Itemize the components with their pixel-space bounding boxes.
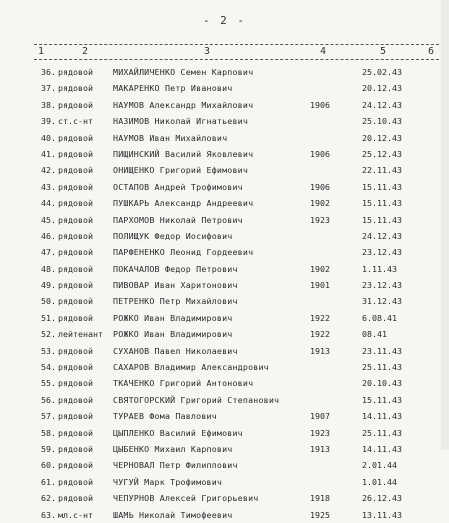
header-top-rule	[34, 44, 444, 45]
name-cell: ПАРХОМОВ Николай Петрович	[113, 214, 243, 225]
date-cell: 23.12.43	[362, 280, 402, 291]
year-cell: 1906	[310, 99, 330, 110]
rank-cell: рядовой	[58, 362, 93, 373]
rank-cell: рядовой	[58, 280, 93, 291]
row-number: 43.	[41, 181, 56, 192]
row-number: 53.	[41, 345, 56, 356]
date-cell: 24.12.43	[362, 99, 402, 110]
header-bottom-rule	[34, 59, 444, 60]
row-number: 39.	[41, 116, 56, 127]
row-number: 45.	[41, 214, 56, 225]
rank-cell: рядовой	[58, 411, 93, 422]
rank-cell: рядовой	[58, 132, 93, 143]
name-cell: ОНИЩЕНКО Григорий Ефимович	[113, 165, 249, 176]
rank-cell: рядовой	[58, 165, 93, 176]
row-number: 50.	[41, 296, 56, 307]
column-header-row	[34, 46, 444, 60]
table-row	[0, 293, 449, 309]
rank-cell: рядовой	[58, 345, 93, 356]
date-cell: 14.11.43	[362, 443, 402, 454]
row-number: 38.	[41, 99, 56, 110]
table-row	[0, 80, 449, 96]
table-row	[0, 310, 449, 326]
table-row	[0, 375, 449, 391]
table-row	[0, 343, 449, 359]
rank-cell: рядовой	[58, 263, 93, 274]
name-cell: СВЯТОГОРСКИЙ Григорий Степанович	[113, 394, 280, 405]
rank-cell: рядовой	[58, 493, 93, 504]
column-header-2: 2	[82, 46, 89, 57]
rank-cell: рядовой	[58, 427, 93, 438]
table-row	[0, 277, 449, 293]
rank-cell: рядовой	[58, 394, 93, 405]
row-number: 59.	[41, 443, 56, 454]
year-cell: 1923	[310, 427, 330, 438]
rank-cell: рядовой	[58, 83, 93, 94]
rank-cell: рядовой	[58, 148, 93, 159]
rank-cell: рядовой	[58, 181, 93, 192]
name-cell: ПЕТРЕНКО Петр Михайлович	[113, 296, 238, 307]
table-row	[0, 179, 449, 195]
rank-cell: рядовой	[58, 378, 93, 389]
table-row	[0, 162, 449, 178]
date-cell: 25.10.43	[362, 116, 402, 127]
page-number: - 2 -	[202, 14, 247, 27]
name-cell: ЦЫПЛЕНКО Василий Ефимович	[113, 427, 243, 438]
table-row	[0, 457, 449, 473]
date-cell: 20.10.43	[362, 378, 402, 389]
column-header-6: 6	[428, 46, 435, 57]
date-cell: 2.01.44	[362, 460, 397, 471]
name-cell: ТКАЧЕНКО Григорий Антонович	[113, 378, 254, 389]
rank-cell: рядовой	[58, 443, 93, 454]
table-row	[0, 359, 449, 375]
name-cell: ПУШКАРЬ Александр Андреевич	[113, 198, 254, 209]
rank-cell: рядовой	[58, 296, 93, 307]
column-header-5: 5	[380, 46, 387, 57]
table-row	[0, 392, 449, 408]
rank-cell: мл.с-нт	[58, 509, 93, 520]
row-number: 56.	[41, 394, 56, 405]
date-cell: 13.11.43	[362, 509, 402, 520]
name-cell: ПИВОВАР Иван Харитонович	[113, 280, 238, 291]
table-row	[0, 113, 449, 129]
row-number: 63.	[41, 509, 56, 520]
table-row	[0, 490, 449, 506]
year-cell: 1918	[310, 493, 330, 504]
table-row	[0, 507, 449, 523]
year-cell: 1902	[310, 263, 330, 274]
name-cell: НАУМОВ Иван Михайлович	[113, 132, 228, 143]
year-cell: 1907	[310, 411, 330, 422]
name-cell: НАЗИМОВ Николай Игнатьевич	[113, 116, 249, 127]
column-header-1: 1	[38, 46, 45, 57]
row-number: 44.	[41, 198, 56, 209]
year-cell: 1901	[310, 280, 330, 291]
year-cell: 1925	[310, 509, 330, 520]
date-cell: 23.12.43	[362, 247, 402, 258]
rank-cell: рядовой	[58, 247, 93, 258]
row-number: 46.	[41, 230, 56, 241]
date-cell: 25.11.43	[362, 427, 402, 438]
year-cell: 1923	[310, 214, 330, 225]
table-row	[0, 425, 449, 441]
row-number: 62.	[41, 493, 56, 504]
name-cell: ПИЩИНСКИЙ Василий Яковлевич	[113, 148, 254, 159]
row-number: 55.	[41, 378, 56, 389]
row-number: 47.	[41, 247, 56, 258]
table-row	[0, 326, 449, 342]
name-cell: ЧЕРНОВАЛ Петр Филиппович	[113, 460, 238, 471]
row-number: 36.	[41, 67, 56, 77]
name-cell: ЦЫБЕНКО Михаил Карпович	[113, 443, 233, 454]
name-cell: САХАРОВ Владимир Александрович	[113, 362, 269, 373]
row-number: 57.	[41, 411, 56, 422]
date-cell: 08.41	[362, 329, 387, 340]
row-number: 40.	[41, 132, 56, 143]
name-cell: РОЖКО Иван Владимирович	[113, 329, 233, 340]
year-cell: 1913	[310, 345, 330, 356]
rank-cell: рядовой	[58, 99, 93, 110]
year-cell: 1906	[310, 148, 330, 159]
row-number: 51.	[41, 312, 56, 323]
rank-cell: рядовой	[58, 460, 93, 471]
table-row	[0, 228, 449, 244]
row-number: 61.	[41, 476, 56, 487]
date-cell: 26.12.43	[362, 493, 402, 504]
date-cell: 15.11.43	[362, 198, 402, 209]
table-row	[0, 474, 449, 490]
rank-cell: рядовой	[58, 230, 93, 241]
table-row	[0, 64, 449, 80]
row-number: 48.	[41, 263, 56, 274]
table-row	[0, 441, 449, 457]
year-cell: 1913	[310, 443, 330, 454]
date-cell: 15.11.43	[362, 181, 402, 192]
name-cell: ЧУГУЙ Марк Трофимович	[113, 476, 223, 487]
date-cell: 23.11.43	[362, 345, 402, 356]
row-number: 60.	[41, 460, 56, 471]
row-number: 52.	[41, 329, 56, 340]
rank-cell: рядовой	[58, 312, 93, 323]
column-header-4: 4	[320, 46, 327, 57]
rank-cell: лейтенант	[58, 329, 103, 340]
date-cell: 25.11.43	[362, 362, 402, 373]
row-number: 41.	[41, 148, 56, 159]
name-cell: ТУРАЕВ Фома Павлович	[113, 411, 217, 422]
date-cell: 14.11.43	[362, 411, 402, 422]
date-cell: 20.12.43	[362, 83, 402, 94]
date-cell: 25.02.43	[362, 67, 402, 77]
name-cell: МАКАРЕНКО Петр Иванович	[113, 83, 233, 94]
row-number: 42.	[41, 165, 56, 176]
name-cell: ПОКАЧАЛОВ Федор Петрович	[113, 263, 238, 274]
rank-cell: рядовой	[58, 67, 93, 77]
table-row	[0, 195, 449, 211]
name-cell: ЧЕПУРНОВ Алексей Григорьевич	[113, 493, 259, 504]
page-edge	[441, 0, 449, 450]
table-row	[0, 97, 449, 113]
table-row	[0, 408, 449, 424]
row-number: 49.	[41, 280, 56, 291]
date-cell: 6.08.41	[362, 312, 397, 323]
name-cell: ПОЛИЩУК Федор Иосифович	[113, 230, 233, 241]
rank-cell: рядовой	[58, 476, 93, 487]
date-cell: 25.12.43	[362, 148, 402, 159]
name-cell: СУХАНОВ Павел Николаевич	[113, 345, 238, 356]
row-number: 58.	[41, 427, 56, 438]
name-cell: МИХАЙЛИЧЕНКО Семен Карпович	[113, 67, 254, 77]
rank-cell: ст.с-нт	[58, 116, 93, 127]
table-row	[0, 244, 449, 260]
rank-cell: рядовой	[58, 198, 93, 209]
name-cell: РОЖКО Иван Владимирович	[113, 312, 233, 323]
rank-cell: рядовой	[58, 214, 93, 225]
name-cell: НАУМОВ Александр Михайлович	[113, 99, 254, 110]
name-cell: ШАМЬ Николай Тимофеевич	[113, 509, 233, 520]
row-number: 54.	[41, 362, 56, 373]
date-cell: 20.12.43	[362, 132, 402, 143]
name-cell: ОСТАПОВ Андрей Трофимович	[113, 181, 243, 192]
table-row	[0, 146, 449, 162]
date-cell: 15.11.43	[362, 214, 402, 225]
date-cell: 24.12.43	[362, 230, 402, 241]
date-cell: 15.11.43	[362, 394, 402, 405]
year-cell: 1922	[310, 329, 330, 340]
year-cell: 1902	[310, 198, 330, 209]
column-header-3: 3	[204, 46, 211, 57]
table-row	[0, 212, 449, 228]
year-cell: 1922	[310, 312, 330, 323]
year-cell: 1906	[310, 181, 330, 192]
record-list	[0, 64, 449, 523]
row-number: 37.	[41, 83, 56, 94]
date-cell: 1.11.43	[362, 263, 397, 274]
table-row	[0, 130, 449, 146]
date-cell: 1.01.44	[362, 476, 397, 487]
name-cell: ПАРФЕНЕНКО Леонид Гордеевич	[113, 247, 254, 258]
table-row	[0, 261, 449, 277]
date-cell: 22.11.43	[362, 165, 402, 176]
date-cell: 31.12.43	[362, 296, 402, 307]
